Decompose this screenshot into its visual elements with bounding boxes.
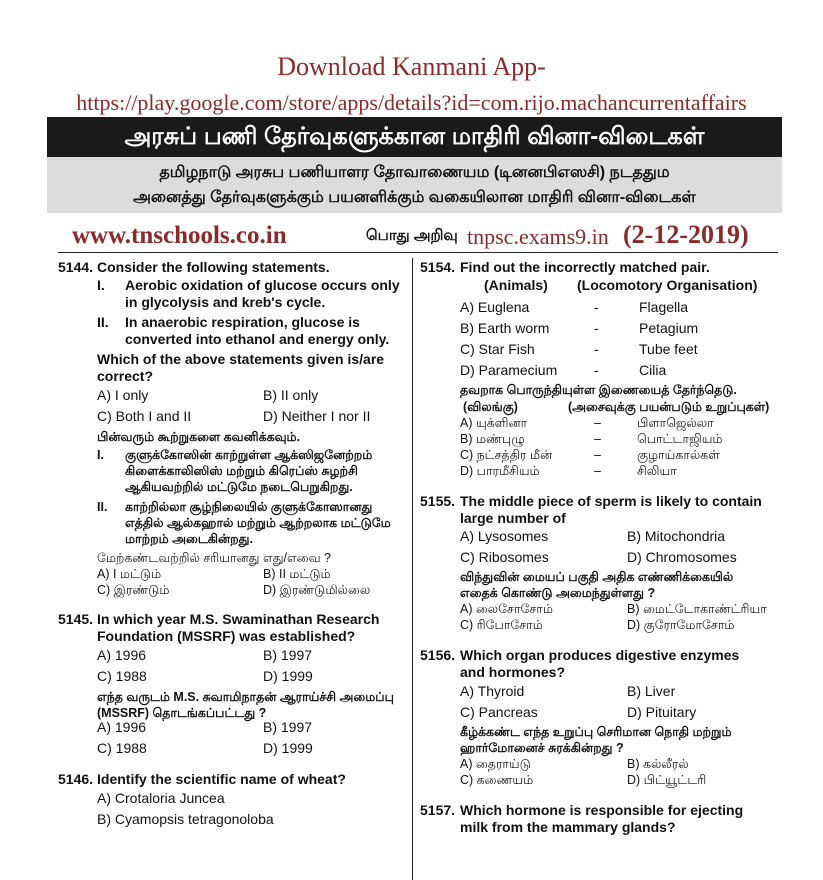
statement-text: in glycolysis and kreb's cycle.: [125, 294, 326, 310]
question-text: Which hormone is responsible for ejecting: [460, 802, 744, 818]
tamil-option-a: A) தைராய்டு: [460, 757, 531, 771]
tamil-option-a: A) 1996: [97, 719, 147, 735]
tamil-option-d: D) பிட்யூட்டரி: [627, 773, 707, 787]
question-text: large number of: [460, 510, 566, 526]
title-banner: அரசுப் பணி தேர்வுகளுக்கான மாதிரி வினா-விடைகள்: [47, 117, 782, 157]
subtitle-box: [47, 157, 782, 213]
question-number: 5145.: [58, 611, 94, 627]
tamil-prompt: மேற்கண்டவற்றில் சரியானது எது/எவை ?: [97, 551, 332, 565]
option-d: D) Chromosomes: [627, 549, 737, 565]
tamil-match-left: A) யுக்ளினா: [460, 416, 528, 430]
tamil-question: எந்த வருடம் M.S. சுவாமிநாதன் ஆராய்ச்சி அமைப்பு: [97, 690, 394, 704]
table-header: (Locomotory Organisation): [577, 277, 758, 293]
match-right: Cilia: [639, 362, 667, 378]
option-a: A) Lysosomes: [460, 528, 549, 544]
tamil-question: எதைக் கொண்டு அமைந்துள்ளது ?: [460, 586, 656, 600]
section-label: பொது அறிவு: [366, 227, 458, 244]
question-text: milk from the mammary glands?: [460, 819, 676, 835]
tamil-option-c: C) 1988: [97, 740, 147, 756]
question-text: Consider the following statements.: [97, 259, 330, 275]
subtitle-line-1: தமிழநாடு அரசுப பணியாளர தோவாணையம (டினனபிஎஸசி) நடததும: [159, 164, 670, 181]
option-c: C) Pancreas: [460, 704, 538, 720]
tamil-match-left: B) மண்புழு: [460, 432, 525, 446]
question-text: Identify the scientific name of wheat?: [97, 771, 346, 787]
tamil-match-right: குழாய்கால்கள்: [637, 448, 720, 462]
tamil-match-right: பிளாஜெல்லா: [637, 416, 714, 430]
tamil-match-left: C) நட்சத்திர மீன்: [460, 448, 553, 462]
statement-text: converted into ethanol and energy only.: [125, 331, 390, 347]
tamil-statement: ஆகியவற்றில் மட்டுமே நடைபெறுகிறது.: [125, 480, 353, 494]
tamil-table-header: (விலங்கு): [463, 400, 518, 414]
tamil-statement-number: II.: [97, 500, 108, 514]
tamil-option-a: A) I மட்டும்: [97, 567, 162, 581]
tamil-match-right: பொட்டாஜியம்: [637, 432, 723, 446]
option-b: B) Mitochondria: [627, 528, 726, 544]
option-a: A) 1996: [97, 647, 147, 663]
question-number: 5157.: [420, 802, 456, 818]
question-number: 5155.: [420, 493, 456, 509]
site-name-2: tnpsc.exams9.in: [467, 224, 609, 249]
question-text: The middle piece of sperm is likely to contain: [460, 493, 762, 509]
tamil-option-c: C) ரிபோசோம்: [460, 618, 543, 632]
match-dash: -: [594, 320, 599, 336]
option-a: A) Thyroid: [460, 683, 525, 699]
statement-text: Aerobic oxidation of glucose occurs only: [125, 277, 400, 293]
tamil-match-right: சிலியா: [637, 464, 677, 478]
tamil-option-a: A) லைசோசோம்: [460, 602, 553, 616]
question-number: 5146.: [58, 771, 94, 787]
option-c: C) 1988: [97, 668, 147, 684]
tamil-table-header: (அசைவுக்கு பயன்படும் உறுப்புகள்): [568, 400, 770, 414]
match-right: Flagella: [639, 299, 689, 315]
tamil-option-b: B) கல்லீரல்: [627, 757, 689, 771]
tamil-statement: மாற்றம் அடைகின்றது.: [125, 532, 253, 546]
question-text: Find out the incorrectly matched pair.: [460, 259, 710, 275]
option-d: D) Pituitary: [627, 704, 697, 720]
tamil-question: விந்துவின் மையப் பகுதி அதிக எண்ணிக்கையில்: [460, 570, 734, 584]
tamil-statement: குளுக்கோஸின் காற்றுள்ள ஆக்ஸிஜனேற்றம்: [125, 448, 373, 462]
promo-title: Download Kanmani App-: [277, 52, 546, 81]
option-b: B) Liver: [627, 683, 676, 699]
tamil-option-c: C) இரண்டும்: [97, 583, 170, 597]
option-d: D) 1999: [263, 668, 313, 684]
question-prompt: correct?: [97, 368, 154, 384]
question-text: Foundation (MSSRF) was established?: [97, 628, 356, 644]
match-left: B) Earth worm: [460, 320, 550, 336]
tamil-statement-number: I.: [97, 448, 104, 462]
tamil-option-d: D) குரோமோசோம்: [627, 618, 735, 632]
tamil-question: பின்வரும் கூற்றுகளை கவனிக்கவும்.: [97, 430, 301, 444]
tamil-statement: கிளைக்காலிஸிஸ் மற்றும் கிரெப்ஸ் சுழற்சி: [125, 464, 358, 478]
option-c: C) Ribosomes: [460, 549, 549, 565]
tamil-option-b: B) மைட்டோகாண்ட்ரியா: [627, 602, 767, 616]
question-number: 5156.: [420, 647, 456, 663]
tamil-option-b: B) II மட்டும்: [263, 567, 331, 581]
match-right: Tube feet: [639, 341, 698, 357]
tamil-match-left: D) பாரமீசியம்: [460, 464, 540, 478]
question-number: 5144.: [58, 259, 94, 275]
option-b: B) Cyamopsis tetragonoloba: [97, 811, 274, 827]
question-text: In which year M.S. Swaminathan Research: [97, 611, 380, 627]
option-a: A) Crotaloria Juncea: [97, 790, 225, 806]
match-dash: -: [594, 299, 599, 315]
date-label: (2-12-2019): [623, 220, 749, 249]
match-dash: -: [594, 341, 599, 357]
tamil-option-d: D) இரண்டுமில்லை: [263, 583, 371, 597]
option-a: A) I only: [97, 387, 149, 403]
tamil-option-c: C) கணையம்: [460, 773, 534, 787]
statement-number: II.: [97, 314, 109, 330]
site-name: www.tnschools.co.in: [72, 222, 287, 249]
match-right: Petagium: [639, 320, 699, 336]
statement-text: In anaerobic respiration, glucose is: [125, 314, 360, 330]
tamil-statement: காற்றில்லா சூழ்நிலையில் குளுக்கோஸானது: [125, 500, 373, 514]
column-divider: [412, 258, 413, 880]
tamil-match-dash: –: [594, 464, 601, 478]
tamil-option-b: B) 1997: [263, 719, 313, 735]
tamil-question: கீழ்க்கண்ட எந்த உறுப்பு செரிமான நொதி மற்றும்: [460, 725, 732, 739]
rule-line: [58, 252, 778, 253]
tamil-statement: எத்தில் ஆல்கஹால் மற்றும் ஆற்றலாக மட்டுமே: [125, 516, 391, 530]
table-header: (Animals): [484, 277, 548, 293]
question-text: Which organ produces digestive enzymes: [460, 647, 740, 663]
tamil-match-dash: –: [594, 432, 601, 446]
question-text: and hormones?: [460, 664, 566, 680]
question-number: 5154.: [420, 259, 456, 275]
match-dash: -: [594, 362, 599, 378]
match-left: C) Star Fish: [460, 341, 535, 357]
tamil-option-d: D) 1999: [263, 740, 313, 756]
option-b: B) II only: [263, 387, 319, 403]
tamil-question: தவறாக பொருந்தியுள்ள இணையைத் தேர்ந்தெடு.: [460, 383, 737, 397]
subtitle-line-2: அனைத்து தேர்வுகளுக்கும் பயனளிக்கும் வகையிலான மாதிரி வினா-விடைகள்: [133, 189, 696, 206]
statement-number: I.: [97, 277, 105, 293]
option-c: C) Both I and II: [97, 408, 192, 424]
tamil-match-dash: –: [594, 416, 601, 430]
match-left: A) Euglena: [460, 299, 530, 315]
tamil-question: ஹார்மோனைச் சுரக்கின்றது ?: [460, 741, 624, 755]
promo-url: https://play.google.com/store/apps/details?id=com.rijo.machancurrentaffairs: [76, 90, 747, 115]
option-d: D) Neither I nor II: [263, 408, 371, 424]
match-left: D) Paramecium: [460, 362, 558, 378]
question-prompt: Which of the above statements given is/are: [97, 351, 385, 367]
tamil-question: (MSSRF) தொடங்கப்பட்டது ?: [97, 706, 267, 720]
option-b: B) 1997: [263, 647, 313, 663]
tamil-match-dash: –: [594, 448, 601, 462]
